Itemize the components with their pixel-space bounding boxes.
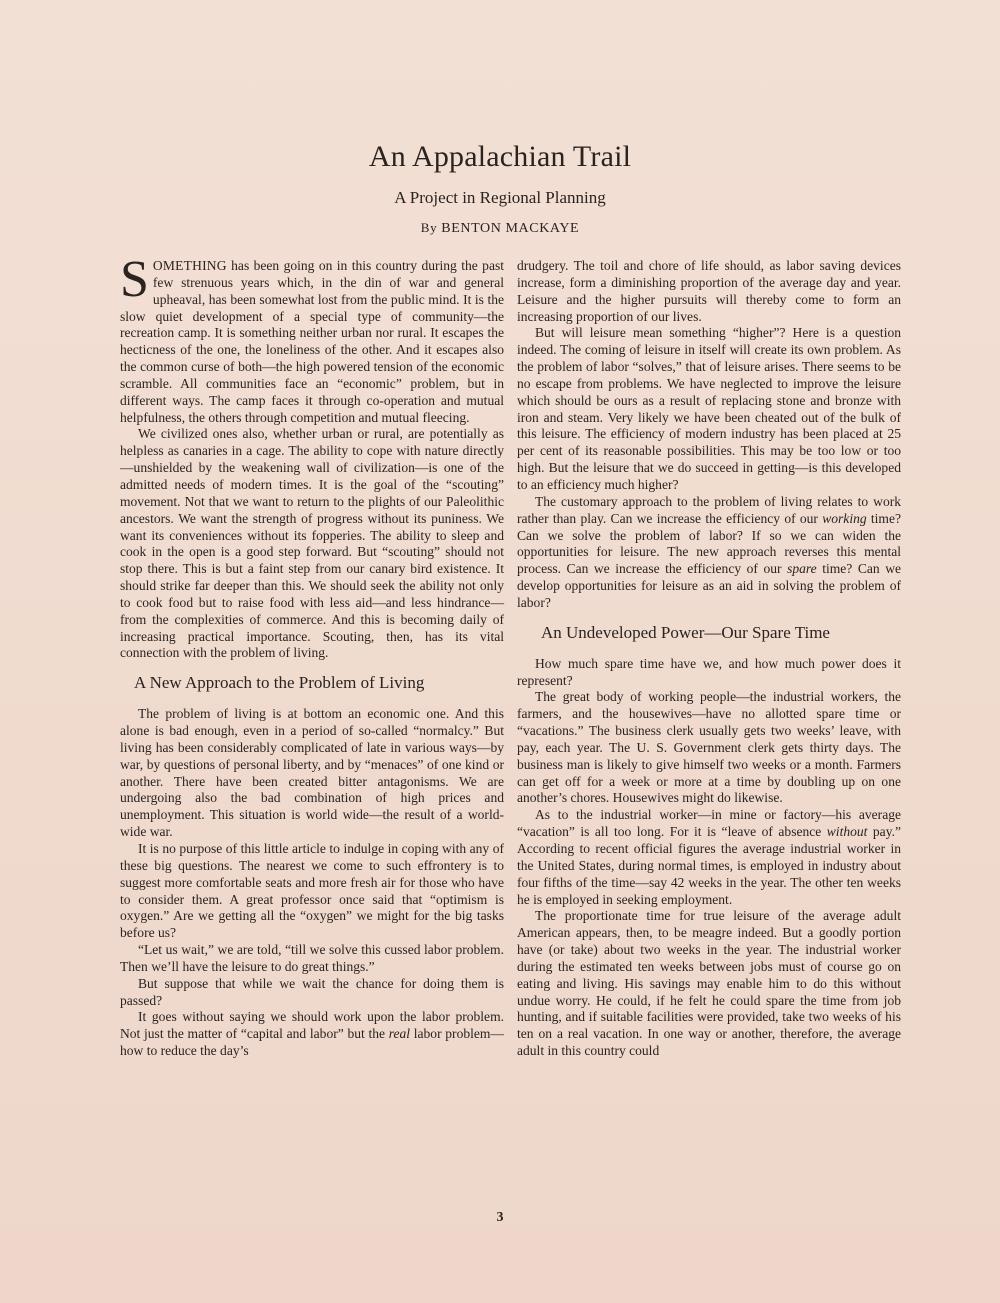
paragraph-text: The customary approach to the problem of living relates to work rather than play. Can we increase the efficiency of our [517, 493, 901, 526]
right-column [517, 258, 901, 1060]
paragraph: “Let us wait,” we are told, “till we solve this cussed labor problem. Then we’ll have the leisure to do great things.” [120, 942, 504, 974]
paragraph-text: has been going on in this country during the past few strenuous years which, in the din of war and general upheaval, has been somewhat lost from the public mind. It is the slow quiet development of a special type of community—the recreation camp. It is something neither urban nor rural. It escapes the hecticness of the one, the loneliness of the other. And it escapes also the common curse of both—the high powered tension of the economic scramble. All communities face an “economic” problem, but in different ways. The camp faces it through co-operation and mutual helpfulness, the others through competition and mutual fleecing. [120, 258, 504, 425]
paragraph: We civilized ones also, whether urban or rural, are potentially as helpless as canaries in a cage. The ability to cope with nature directly—unshielded by the weakening wall of civilization—is one of the admitted needs of modern times. It is the goal of the “scouting” movement. Not that we want to return to the plights of our Paleolithic ancestors. We want the strength of progress without its puniness. We want its conveniences without its fopperies. The ability to sleep and cook in the open is a good step forward. But “scouting” should not stop there. This is but a faint step from our canary bird existence. It should strike far deeper than this. We should seek the ability not only to cook food but to raise food with less aid—and less hindrance—from the complexities of commerce. And this is becoming daily of increasing practical importance. Scouting, then, has its vital connection with the problem of living. [120, 426, 504, 661]
paragraph: The proportionate time for true leisure of the average adult American appears, then, to be meagre indeed. But a goodly portion have (or take) about two weeks in the year. The industrial worker during the estimated ten weeks between jobs must of course go on eating and living. His savings may enable him to do this without undue worry. He could, if he felt he could spare the time from job hunting, and if suitable facilities were provided, take two weeks of his ten on a real vacation. In one way or another, therefore, the average adult in this country could [517, 908, 901, 1059]
emphasis-text: working [822, 510, 867, 526]
paragraph [120, 251, 504, 426]
paragraph: It is no purpose of this little article to indulge in coping with any of these big questions. The nearest we come to such effrontery is to suggest more comfortable seats and more fresh air for those who have to consider them. A great professor once said that “optimism is oxygen.” Are we getting all the “oxygen” we might for the big tasks before us? [120, 841, 504, 941]
paragraph: drudgery. The toil and chore of life should, as labor saving devices increase, form a diminishing proportion of the average day and year. Leisure and the higher pursuits will thereby come to form an increasing proportion of our lives. [517, 258, 901, 324]
page-number: 3 [496, 1210, 504, 1225]
byline [0, 220, 1000, 237]
paragraph: But will leisure mean something “higher”? Here is a question indeed. The coming of leisure in itself will create its own problem. As the problem of labor “solves,” that of leisure arises. There seems to be no escape from problems. We have neglected to improve the leisure which should be ours as a result of replacing stone and bronze with iron and steam. Very likely we have been cheated out of the bulk of this leisure. The efficiency of modern industry has been placed at 25 per cent of its reasonable possibilities. This may be too low or too high. But the leisure that we do succeed in getting—is this developed to an efficiency much higher? [517, 325, 901, 492]
byline-author: BENTON MACKAYE [441, 221, 580, 236]
byline-prefix: By [420, 220, 438, 235]
emphasis-text: spare [787, 561, 817, 577]
paragraph-text: time? Can we develop opportunities for leisure as an aid in solving the problem of labor? [517, 561, 901, 610]
article-subtitle: A Project in Regional Planning [394, 188, 606, 207]
section-heading: An Undeveloped Power—Our Spare Time [541, 622, 830, 642]
paragraph: But suppose that while we wait the chance for doing them is passed? [120, 975, 504, 1008]
emphasis-text: real [388, 1026, 411, 1042]
article-title: An Appalachian Trail [368, 140, 632, 173]
left-column [120, 251, 504, 1060]
paragraph: How much spare time have we, and how much power does it represent? [517, 655, 901, 688]
paragraph: The great body of working people—the industrial workers, the farmers, and the housewives—have no allotted spare time or “vacations.” The business clerk usually gets two weeks’ leave, with pay, each year. The U. S. Government clerk gets thirty days. The business man is likely to give himself two weeks or a month. Farmers can get off for a week or more at a time by doubling up on one another’s chores. Housewives might do likewise. [517, 689, 901, 806]
paragraph: The problem of living is at bottom an economic one. And this alone is bad enough, even in a period of so-called “normalcy.” But living has been considerably complicated of late in various ways—by war, by questions of personal liberty, and by “menaces” of one kind or another. There have been created bitter antagonisms. We are undergoing also the bad combination of high prices and unemployment. This situation is world wide—the result of a world-wide war. [120, 706, 504, 840]
paragraph-text: pay.” According to recent official figures the average industrial worker in the United States, during normal times, is employed in industry about four fifths of the time—say 42 weeks in the year. The other ten weeks he is employed in seeking employment. [517, 824, 901, 907]
paragraph [517, 494, 901, 612]
lead-word: OMETHING [152, 258, 227, 273]
emphasis-text: without [826, 824, 868, 840]
paragraph-text: It goes without saying we should work upon the labor problem. Not just the matter of “capital and labor” but the [120, 1009, 504, 1042]
drop-cap: S [120, 251, 149, 308]
paragraph-text: time? Can we solve the problem of labor? If so we can widen the opportunities for leisure. The new approach reverses this mental process. Can we increase the efficiency of our [517, 510, 901, 577]
paragraph-text: As to the industrial worker—in mine or factory—his average “vacation” is all too long. For it is “leave of absence [517, 807, 901, 840]
paragraph-text: labor problem—how to reduce the day’s [120, 1026, 504, 1059]
paragraph [517, 807, 901, 908]
paragraph [120, 1009, 504, 1060]
section-heading: A New Approach to the Problem of Living [134, 673, 425, 693]
